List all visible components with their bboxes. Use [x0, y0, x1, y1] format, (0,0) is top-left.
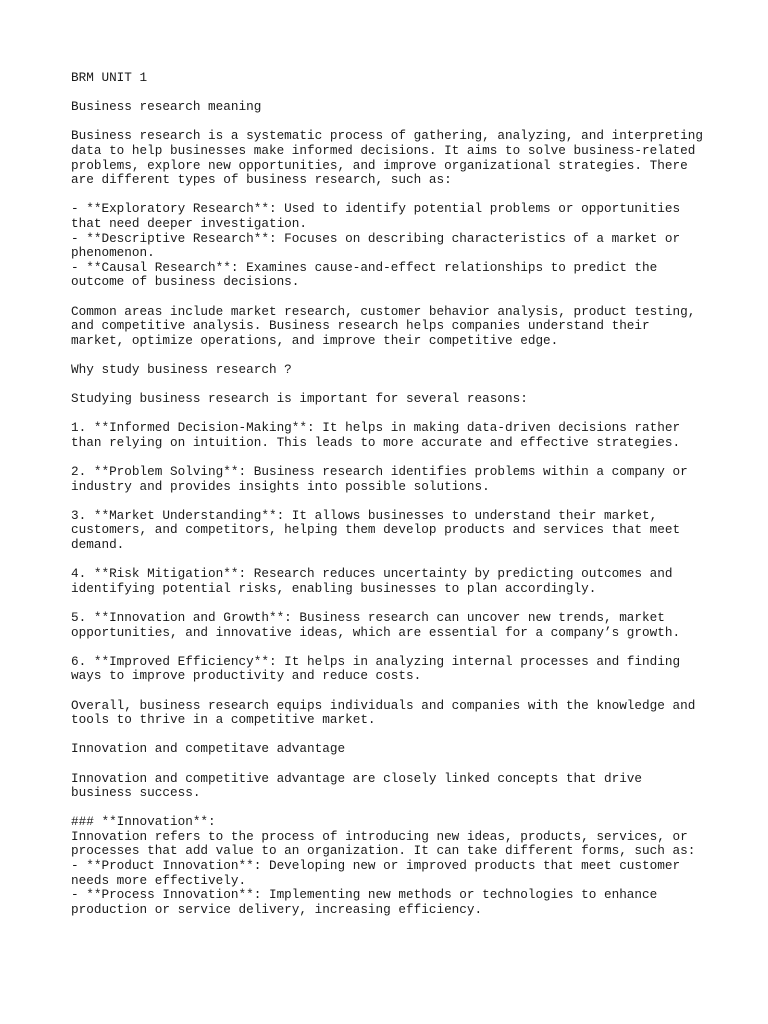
text-line: Studying business research is important for several reasons:	[71, 391, 528, 407]
text-line	[71, 407, 711, 422]
text-line: Business research is a systematic process of gathering, analyzing, and interpreting	[71, 128, 703, 144]
text-line	[71, 377, 711, 392]
text-line	[71, 115, 711, 130]
document-page	[71, 71, 711, 917]
text-line: problems, explore new opportunities, and improve organizational strategies. There	[71, 157, 688, 173]
text-line: 3. **Market Understanding**: It allows businesses to understand their market,	[71, 507, 658, 523]
text-line: 6. **Improved Efficiency**: It helps in analyzing internal processes and finding	[71, 653, 681, 669]
text-line: ways to improve productivity and reduce costs.	[71, 668, 422, 684]
text-line: Innovation and competitave advantage	[71, 741, 346, 757]
text-line: tools to thrive in a competitive market.	[71, 712, 376, 728]
text-line	[71, 596, 711, 611]
text-line: are different types of business research, such as:	[71, 172, 452, 188]
text-line: industry and provides insights into possible solutions.	[71, 478, 490, 494]
text-line	[71, 290, 711, 305]
text-line: business success.	[71, 785, 201, 801]
text-line: outcome of business decisions.	[71, 274, 300, 290]
text-line: 2. **Problem Solving**: Business research identifies problems within a company or	[71, 464, 688, 480]
text-line	[71, 348, 711, 363]
text-line: - **Descriptive Research**: Focuses on describing characteristics of a market or	[71, 230, 681, 246]
text-line: Business research meaning	[71, 99, 262, 115]
text-line: - **Causal Research**: Examines cause-and-effect relationships to predict the	[71, 259, 658, 275]
text-line	[71, 86, 711, 101]
text-line: - **Product Innovation**: Developing new or improved products that meet customer	[71, 858, 681, 874]
text-line	[71, 728, 711, 743]
text-line: than relying on intuition. This leads to more accurate and effective strategies.	[71, 434, 681, 450]
text-line	[71, 684, 711, 699]
text-line: processes that add value to an organization. It can take different forms, such as:	[71, 843, 696, 859]
text-line: 5. **Innovation and Growth**: Business research can uncover new trends, market	[71, 609, 665, 625]
text-line	[71, 640, 711, 655]
text-line: data to help businesses make informed decisions. It aims to solve business-related	[71, 142, 696, 158]
text-line	[71, 801, 711, 816]
text-line: 1. **Informed Decision-Making**: It helps in making data-driven decisions rather	[71, 420, 681, 436]
text-line: Overall, business research equips individuals and companies with the knowledge and	[71, 697, 696, 713]
text-line: needs more effectively.	[71, 872, 247, 888]
text-line	[71, 757, 711, 772]
text-line	[71, 450, 711, 465]
text-line: and competitive analysis. Business research helps companies understand their	[71, 318, 650, 334]
text-line: Innovation refers to the process of introducing new ideas, products, services, or	[71, 828, 688, 844]
text-line: - **Exploratory Research**: Used to identify potential problems or opportunities	[71, 201, 681, 217]
text-line: BRM UNIT 1	[71, 70, 148, 85]
text-line: - **Process Innovation**: Implementing new methods or technologies to enhance	[71, 887, 658, 903]
text-line: production or service delivery, increasing efficiency.	[71, 901, 483, 917]
text-line: that need deeper investigation.	[71, 215, 308, 231]
text-line: opportunities, and innovative ideas, which are essential for a company’s growth.	[71, 624, 681, 640]
text-line: identifying potential risks, enabling businesses to plan accordingly.	[71, 580, 597, 596]
text-line	[71, 553, 711, 568]
text-line: demand.	[71, 537, 125, 552]
text-line	[71, 494, 711, 509]
text-line: ### **Innovation**:	[71, 814, 216, 830]
text-line: market, optimize operations, and improve their competitive edge.	[71, 332, 559, 348]
text-line	[71, 188, 711, 203]
text-line: customers, and competitors, helping them develop products and services that meet	[71, 522, 681, 538]
text-line: Innovation and competitive advantage are closely linked concepts that drive	[71, 770, 643, 786]
text-line: Common areas include market research, customer behavior analysis, product testing,	[71, 303, 696, 319]
text-line: phenomenon.	[71, 245, 155, 261]
text-line: 4. **Risk Mitigation**: Research reduces uncertainty by predicting outcomes and	[71, 566, 673, 582]
text-line: Why study business research ?	[71, 361, 292, 377]
